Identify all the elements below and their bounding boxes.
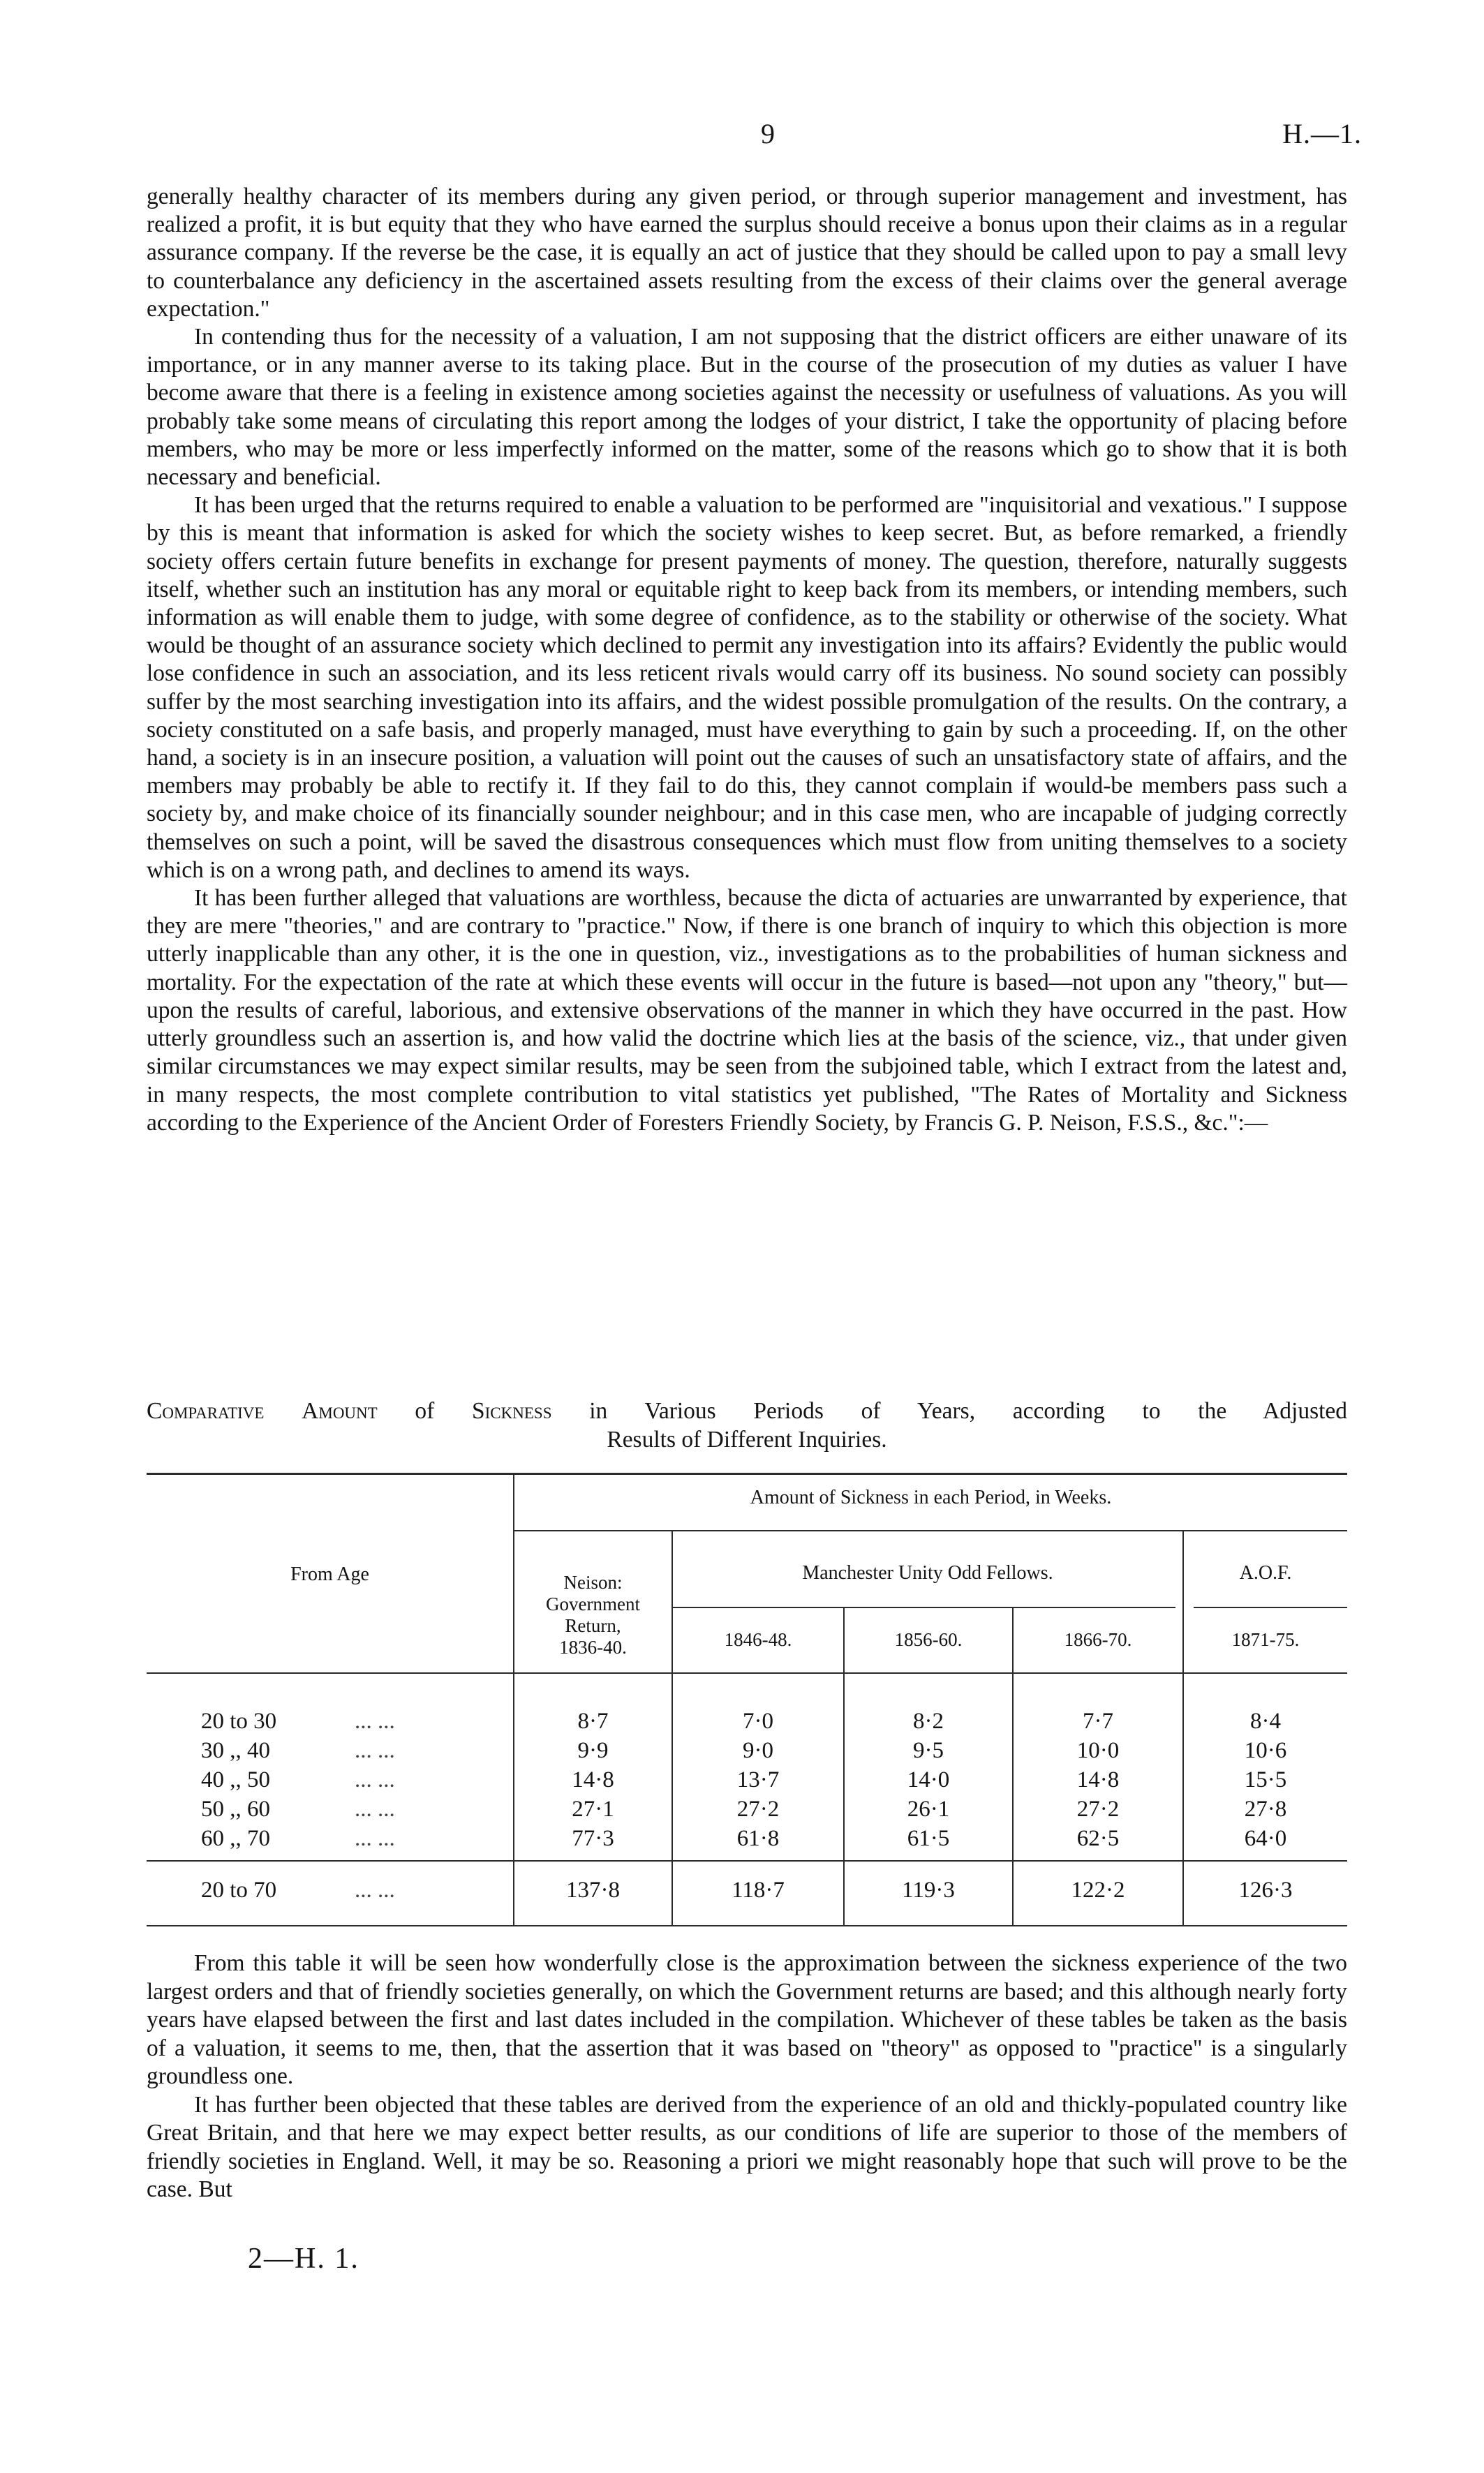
cell-neison: 77·3 [572, 1826, 614, 1851]
table-top-rule [147, 1473, 1347, 1475]
cell-aof: 27·8 [1244, 1797, 1287, 1822]
cell-aof: 10·6 [1244, 1738, 1287, 1763]
row-leader-dots: ... ... [355, 1738, 395, 1763]
paragraph-2: In contending thus for the necessity of a valuation, I am not supposing that the district officers are either unaware of its importance, or in any manner averse to its taking place. But in the course of the prosecution of my duties as valuer I have become aware that there is a feeling in existence among societies against the necessity or usefulness of valuations. As you will probably take some means of circulating this report among the lodges of your district, I take the opportunity of placing before members, who may be more or less imperfectly informed on the matter, some of the reasons which go to show that it is both necessary and beneficial. [147, 324, 1347, 491]
cell-mu-1866: 14·8 [1076, 1767, 1120, 1792]
total-mu-1856: 119·3 [902, 1878, 955, 1903]
cell-mu-1856: 14·0 [907, 1767, 950, 1792]
title-word-comparative: Comparative [147, 1398, 265, 1424]
cell-neison: 8·7 [577, 1709, 609, 1734]
body-text [147, 183, 1347, 1137]
row-age: 50 ,, 60 [201, 1797, 270, 1822]
row-age: 20 to 30 [201, 1709, 277, 1734]
header-bottom-rule [147, 1672, 1347, 1674]
col-header-mu-1856: 1856-60. [894, 1629, 963, 1650]
total-mu-1846: 118·7 [732, 1878, 785, 1903]
group-header-aof: A.O.F. [1239, 1562, 1292, 1584]
total-aof: 126·3 [1238, 1878, 1293, 1903]
col-header-neison-3: Return, [565, 1615, 621, 1636]
col-header-mu-1866: 1866-70. [1064, 1629, 1132, 1650]
cell-mu-1866: 7·7 [1083, 1709, 1113, 1734]
col-header-from-age: From Age [290, 1564, 369, 1585]
cell-mu-1866: 10·0 [1076, 1738, 1120, 1763]
cell-aof: 15·5 [1244, 1767, 1287, 1792]
mu-group-rule [673, 1607, 1175, 1608]
closing-paragraph-1: From this table it will be seen how wonderfully close is the approximation between the sickness experience of the two largest orders and that of friendly societies generally, on which the Government returns are based; and this although nearly forty years have elapsed between the first and last dates included in the compilation. Whichever of these tables be taken as the basis of a valuation, it seems to me, then, that the assertion that it was based on "theory" as opposed to "practice" is a singularly groundless one. [147, 1950, 1347, 2089]
page-reference: H.—1. [1282, 118, 1362, 149]
table-title [147, 1397, 1347, 1454]
title-word-amount: Amount [302, 1398, 378, 1424]
cell-mu-1856: 61·5 [907, 1826, 950, 1851]
title-word-of: of [415, 1398, 435, 1424]
closing-paragraph-2: It has further been objected that these tables are derived from the experience of an old and thickly-populated country like Great Britain, and that here we may expect better results, as our conditions of life are superior to those of the members of friendly societies in England. Well, it may be so. Reasoning a priori we might reasonably hope that such will prove to be the case. But [147, 2091, 1347, 2202]
col-header-neison-2: Government [546, 1594, 640, 1614]
row-age: 30 ,, 40 [201, 1738, 270, 1763]
title-word-sickness: Sickness [472, 1398, 552, 1424]
table-bottom-rule [147, 1925, 1347, 1926]
cell-mu-1856: 8·2 [913, 1709, 944, 1734]
cell-mu-1846: 27·2 [736, 1797, 780, 1822]
closing-text [147, 1950, 1347, 2204]
span-header: Amount of Sickness in each Period, in Weeks. [750, 1487, 1112, 1508]
cell-mu-1856: 9·5 [913, 1738, 944, 1763]
cell-mu-1866: 27·2 [1076, 1797, 1120, 1822]
title-line-2: Results of Different Inquiries. [607, 1426, 887, 1453]
cell-neison: 14·8 [572, 1767, 614, 1792]
sickness-table [147, 1473, 1347, 1947]
row-leader-dots: ... ... [355, 1826, 395, 1851]
aof-group-rule [1194, 1607, 1347, 1608]
col-header-neison-4: 1836-40. [559, 1637, 627, 1658]
title-rest: in Various Periods of Years, according to the Adjusted [589, 1398, 1348, 1424]
page-number: 9 [761, 118, 775, 149]
paragraph-3: It has been urged that the returns required to enable a valuation to be performed are "inquisitorial and vexatious." I suppose by this is meant that information is asked for which the society wishes to keep secret. But, as before remarked, a friendly society offers certain future benefits in exchange for present payments of money. The question, therefore, naturally suggests itself, whether such an institution has any moral or equitable right to keep back from its members, or intending members, such information as will enable them to judge, with some degree of confidence, as to the stability or otherwise of the society. What would be thought of an assurance society which declined to permit any investigation into its affairs? Evidently the public would lose confidence in such an association, and its less reticent rivals would carry off its business. No sound society can possibly suffer by the most searching investigation into its affairs, and the widest possible promulgation of the results. On the contrary, a society constituted on a safe basis, and properly managed, must have everything to gain by such a proceeding. If, on the other hand, a society is in an insecure position, a valuation will point out the causes of such an unsatisfactory state of affairs, and the members may probably be able to rectify it. If they fail to do this, they cannot complain if would-be members pass such a society by, and make choice of its financially sounder neighbour; and in this case men, who are incapable of judging correctly themselves on such a point, will be saved the disastrous consequences which must flow from uniting themselves to a society which is on a wrong path, and declines to amend its ways. [147, 492, 1347, 883]
signature-mark: 2—H. 1. [248, 2243, 359, 2275]
cell-aof: 64·0 [1244, 1826, 1287, 1851]
row-leader-dots: ... ... [355, 1709, 395, 1734]
cell-mu-1846: 9·0 [743, 1738, 773, 1763]
cell-neison: 9·9 [577, 1738, 609, 1763]
cell-mu-1866: 62·5 [1076, 1826, 1120, 1851]
row-leader-dots: ... ... [355, 1797, 395, 1822]
row-age: 60 ,, 70 [201, 1826, 270, 1851]
row-leader-dots: ... ... [355, 1767, 395, 1792]
cell-mu-1856: 26·1 [907, 1797, 950, 1822]
cell-mu-1846: 13·7 [736, 1767, 780, 1792]
cell-mu-1846: 7·0 [743, 1709, 773, 1734]
group-header-manchester-unity: Manchester Unity Odd Fellows. [802, 1562, 1053, 1584]
col-header-mu-1846: 1846-48. [724, 1629, 792, 1650]
cell-aof: 8·4 [1250, 1709, 1281, 1734]
total-top-rule [147, 1860, 1347, 1862]
col-header-aof-1871: 1871-75. [1231, 1629, 1300, 1650]
cell-mu-1846: 61·8 [736, 1826, 780, 1851]
row-age: 40 ,, 50 [201, 1767, 270, 1792]
total-leader-dots: ... ... [355, 1878, 395, 1903]
paragraph-1: generally healthy character of its members during any given period, or through superior management and investment, has realized a profit, it is but equity that they who have earned the surplus should receive a bonus upon their claims as in a regular assurance company. If the reverse be the case, it is equally an act of justice that they should be called upon to pay a small levy to counterbalance any deficiency in the ascertained assets resulting from the excess of their claims over the general average expectation." [147, 184, 1347, 322]
total-mu-1866: 122·2 [1071, 1878, 1125, 1903]
cell-neison: 27·1 [572, 1797, 614, 1822]
col-divider-age [513, 1473, 514, 1926]
total-neison: 137·8 [566, 1878, 620, 1903]
total-age: 20 to 70 [201, 1878, 277, 1903]
span-header-rule [513, 1530, 1347, 1531]
paragraph-4: It has been further alleged that valuations are worthless, because the dicta of actuaries are unwarranted by experience, that they are mere "theories," and are contrary to "practice." Now, if there is one branch of inquiry to which this objection is more utterly inapplicable than any other, it is the one in question, viz., investigations as to the probabilities of human sickness and mortality. For the expectation of the rate at which these events will occur in the future is based—not upon any "theory," but—upon the results of careful, laborious, and extensive observations of the manner in which they have occurred in the past. How utterly groundless such an assertion is, and how valid the doctrine which lies at the basis of the science, viz., that under given similar circumstances we may expect similar results, may be seen from the subjoined table, which I extract from the latest and, in many respects, the most complete contribution to vital statistics yet published, "The Rates of Mortality and Sickness according to the Experience of the Ancient Order of Foresters Friendly Society, by Francis G. P. Neison, F.S.S., &c.":— [147, 885, 1347, 1136]
col-header-neison-1: Neison: [563, 1572, 623, 1593]
